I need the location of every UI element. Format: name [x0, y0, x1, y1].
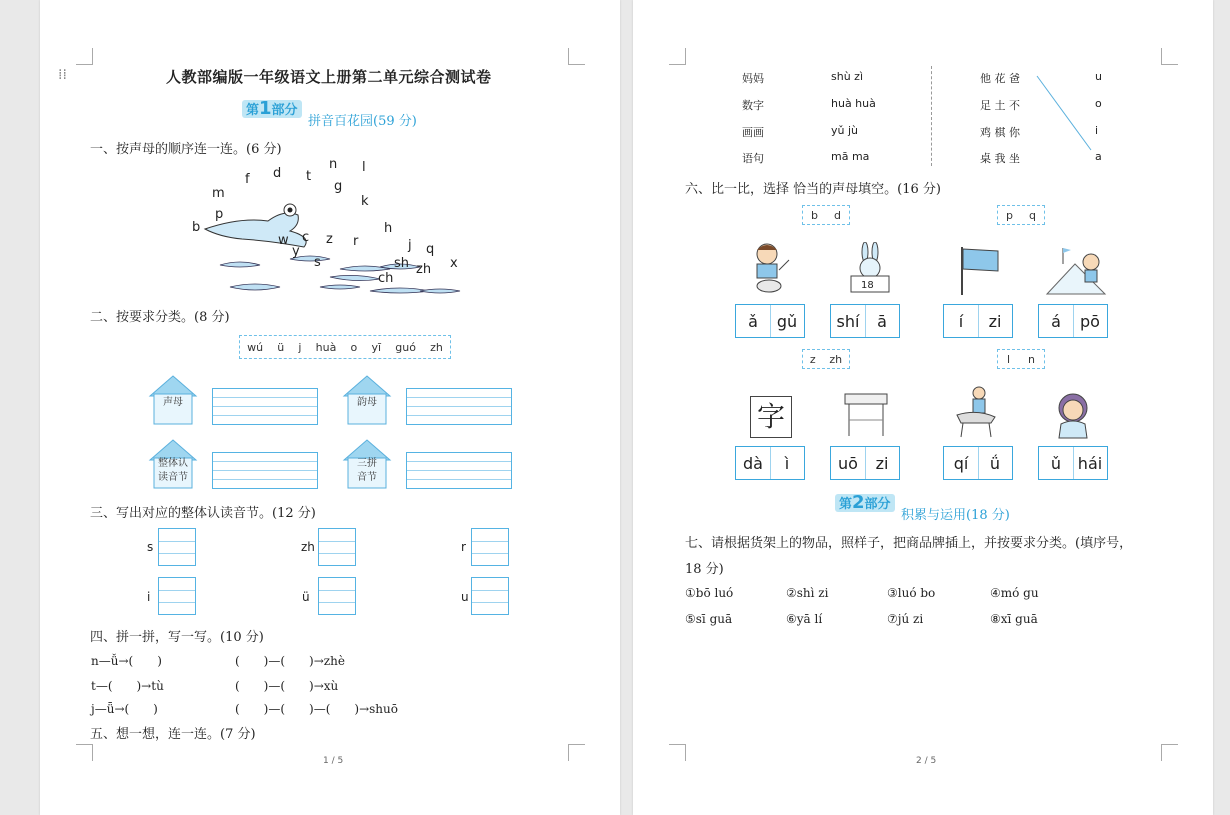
q1-letter: b	[192, 220, 201, 235]
house-label: 韵母	[357, 397, 377, 408]
q1-letter: k	[361, 194, 369, 209]
house-label	[340, 457, 394, 485]
crop-mark	[76, 744, 93, 761]
writing-grid[interactable]	[158, 528, 196, 566]
q5-chars: 他 花 爸	[980, 72, 1020, 85]
example-connect-line	[1033, 74, 1093, 154]
goods-item: ⑦jú zi	[887, 612, 924, 626]
q1-letter: t	[306, 169, 312, 184]
drag-handle-icon[interactable]: ⁞⁞	[58, 67, 67, 83]
syllable: huà	[315, 340, 337, 354]
q4-item: ( )—( )→xù	[235, 679, 339, 693]
q5-vowel: u	[1095, 70, 1102, 83]
syllable-part: ǘ	[989, 453, 1001, 473]
crop-mark	[1161, 744, 1178, 761]
q3-letter: s	[147, 540, 154, 554]
q1-letter: l	[362, 160, 366, 175]
q6-answer-box[interactable]	[943, 304, 1013, 338]
goods-item: ①bō luó	[685, 586, 734, 600]
answer-lines	[212, 452, 318, 489]
page-number: 1 / 5	[323, 756, 344, 766]
syllable: yī	[371, 340, 382, 354]
crop-mark	[568, 744, 585, 761]
q5-word: 数字	[742, 99, 764, 112]
house-label-line: 整体认	[158, 458, 188, 469]
q6-pair-box	[802, 349, 850, 369]
child-drum-icon	[745, 240, 795, 296]
desk-icon	[841, 390, 891, 438]
q5-pinyin: shù zì	[831, 70, 864, 83]
q1-letter: c	[302, 230, 310, 245]
q1-letter: m	[212, 186, 225, 201]
crop-mark	[76, 48, 93, 65]
q4-item: ( )—( )→zhè	[235, 654, 345, 668]
q1-letter: f	[245, 172, 250, 187]
syllable-part: shí	[836, 311, 860, 331]
syllable: j	[298, 340, 302, 354]
q5-chars: 桌 我 坐	[980, 152, 1020, 165]
goods-item: ⑧xī guā	[990, 612, 1038, 626]
q1-letter: g	[334, 179, 343, 194]
q5-chars: 足 土 不	[980, 99, 1020, 112]
pair-letter: p	[1006, 208, 1013, 222]
q5-pinyin: mā ma	[831, 150, 870, 163]
q1-illustration	[180, 155, 480, 300]
syllable-part: í	[958, 311, 964, 331]
part2-badge: 第2部分	[835, 494, 895, 512]
q1-letter: h	[384, 221, 393, 236]
pair-letter: b	[811, 208, 818, 222]
answer-lines	[406, 388, 512, 425]
syllable-part: zi	[875, 453, 889, 473]
q6-pair-box	[802, 205, 850, 225]
q3-text: 三、写出对应的整体认读音节。(12 分)	[90, 506, 316, 521]
crop-mark	[568, 48, 585, 65]
crop-mark	[669, 48, 686, 65]
part2-name: 积累与运用(18 分)	[901, 508, 1010, 523]
q5-chars: 鸡 棋 你	[980, 126, 1020, 139]
q1-letter: d	[273, 166, 282, 181]
q6-answer-box[interactable]	[735, 304, 805, 338]
q3-letter: i	[147, 590, 151, 604]
page-number: 2 / 5	[916, 756, 937, 766]
q5-word: 画画	[742, 126, 764, 139]
syllable-part: pō	[1080, 311, 1100, 331]
q6-answer-box[interactable]	[830, 446, 900, 480]
q3-letter: zh	[301, 540, 315, 554]
page-title: 人教部编版一年级语文上册第二单元综合测试卷	[166, 68, 492, 86]
syllable-part: ì	[784, 453, 790, 473]
q1-letter: q	[426, 242, 435, 257]
q1-letter: j	[408, 238, 412, 253]
q6-answer-box[interactable]	[830, 304, 900, 338]
q3-letter: ü	[302, 590, 310, 604]
part1-badge: 第1部分	[242, 100, 302, 118]
q1-letter: w	[278, 233, 289, 248]
house-label-line: 音节	[357, 472, 377, 483]
q3-letter: r	[461, 540, 466, 554]
rider-icon	[951, 385, 1001, 439]
syllable-part: qí	[953, 453, 969, 473]
q1-text: 一、按声母的顺序连一连。(6 分)	[90, 142, 282, 157]
syllable-part: gǔ	[776, 311, 798, 331]
child-slope-icon	[1045, 244, 1107, 298]
syllable-part: dà	[743, 453, 763, 473]
syllable: guó	[395, 340, 416, 354]
q6-pair-box	[997, 205, 1045, 225]
syllable-part: á	[1051, 311, 1061, 331]
house-label: 声母	[163, 397, 183, 408]
q1-letter: s	[314, 255, 321, 270]
q6-answer-box[interactable]	[1038, 304, 1108, 338]
q5-vowel: a	[1095, 150, 1102, 163]
q5-pinyin: yǔ jù	[831, 124, 859, 137]
q2-syllable-box	[239, 335, 451, 359]
writing-grid[interactable]	[318, 528, 356, 566]
girl-icon	[1051, 390, 1097, 440]
house-label-line: 三拼	[357, 458, 377, 469]
q6-answer-box[interactable]	[943, 446, 1013, 480]
writing-grid[interactable]	[471, 528, 509, 566]
q5-word: 语句	[742, 152, 764, 165]
q5-vowel: o	[1095, 97, 1102, 110]
q3-letter: u	[461, 590, 469, 604]
goods-item: ②shì zi	[786, 586, 829, 600]
syllable-part: hái	[1077, 453, 1103, 473]
goods-item: ④mó gu	[990, 586, 1039, 600]
pair-letter: zh	[829, 352, 843, 366]
syllable: o	[350, 340, 358, 354]
q6-text: 六、比一比，选择 恰当的声母填空。(16 分)	[685, 182, 941, 197]
house-label-line: 读音节	[158, 472, 188, 483]
q5-pinyin: huà huà	[831, 97, 876, 110]
writing-grid[interactable]	[318, 577, 356, 615]
q4-text: 四、拼一拼，写一写。(10 分)	[90, 630, 264, 645]
q7-text-line1: 七、请根据货架上的物品，照样子，把商品牌插上，并按要求分类。(填序号，	[685, 536, 1133, 551]
syllable: ü	[277, 340, 285, 354]
goods-item: ③luó bo	[887, 586, 936, 600]
pair-letter: d	[834, 208, 841, 222]
goods-item: ⑥yā lí	[786, 612, 823, 626]
crop-mark	[669, 744, 686, 761]
syllable: zh	[430, 340, 443, 354]
pair-letter: q	[1029, 208, 1036, 222]
q4-item: n—ǚ→( )	[91, 654, 162, 668]
writing-grid[interactable]	[158, 577, 196, 615]
answer-lines	[406, 452, 512, 489]
part1-name: 拼音百花园(59 分)	[308, 114, 417, 129]
q6-answer-box[interactable]	[735, 446, 805, 480]
q1-letter: x	[450, 256, 458, 271]
drum-label: 18	[861, 280, 874, 291]
q6-answer-box[interactable]	[1038, 446, 1108, 480]
writing-grid[interactable]	[471, 577, 509, 615]
divider	[931, 66, 932, 166]
flag-icon	[958, 245, 1002, 297]
document-page-2	[633, 0, 1213, 815]
house-label	[146, 457, 200, 485]
syllable-part: ǎ	[748, 311, 758, 331]
q4-item: ( )—( )—( )→shuō	[235, 702, 398, 716]
pair-letter: n	[1028, 352, 1035, 366]
q1-letter: z	[326, 232, 333, 247]
q2-text: 二、按要求分类。(8 分)	[90, 310, 230, 325]
q5-vowel: i	[1095, 124, 1099, 137]
char-card: 字	[750, 396, 792, 438]
syllable-part: ā	[877, 311, 887, 331]
q7-text-line2: 18 分)	[685, 562, 724, 577]
syllable: wú	[247, 340, 264, 354]
goods-item: ⑤sī guā	[685, 612, 733, 626]
document-page-1	[40, 0, 620, 815]
q1-letter: ch	[378, 271, 394, 286]
q1-letter: y	[292, 244, 300, 259]
pair-letter: z	[809, 352, 816, 366]
pair-letter: l	[1006, 352, 1011, 366]
answer-lines	[212, 388, 318, 425]
q1-letter: zh	[416, 262, 432, 277]
syllable-part: ǔ	[1050, 453, 1062, 473]
q1-letter: n	[329, 157, 338, 172]
q4-item: t—( )→tù	[91, 679, 164, 693]
q4-item: j—ǖ→( )	[91, 702, 158, 716]
crop-mark	[1161, 48, 1178, 65]
q1-letter: r	[353, 234, 359, 249]
q5-word: 妈妈	[742, 72, 764, 85]
q5-text: 五、想一想，连一连。(7 分)	[90, 727, 256, 742]
syllable-part: uō	[838, 453, 858, 473]
q1-letter: p	[215, 207, 224, 222]
q1-letter: sh	[394, 256, 410, 271]
q6-pair-box	[997, 349, 1045, 369]
syllable-part: zi	[988, 311, 1002, 331]
